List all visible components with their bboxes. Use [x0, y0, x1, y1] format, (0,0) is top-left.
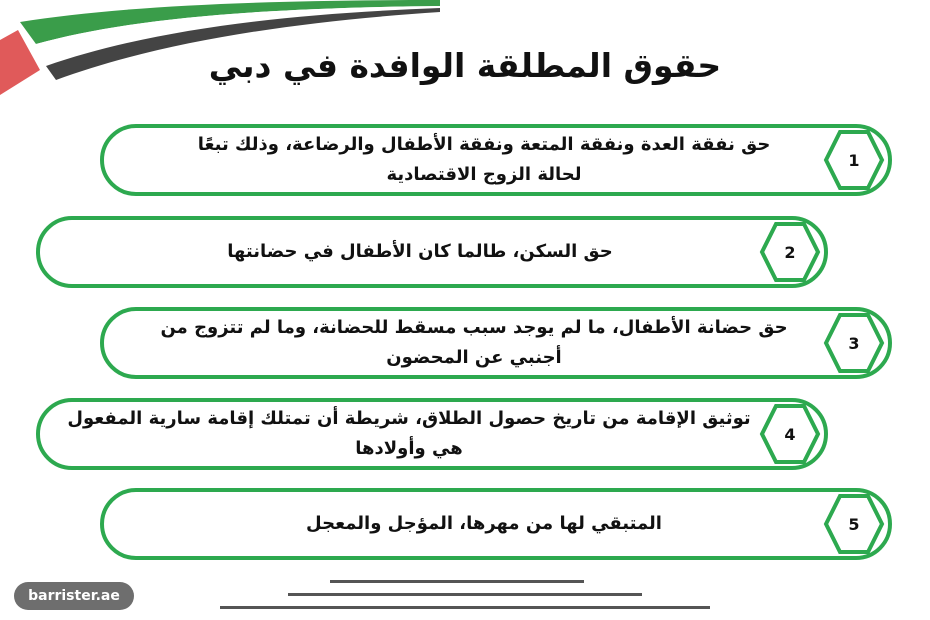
list-item — [100, 488, 892, 560]
list-item — [100, 124, 892, 196]
brand-badge[interactable]: barrister.ae — [14, 582, 134, 610]
item-number: 1 — [848, 150, 860, 170]
number-badge — [822, 492, 886, 556]
item-number: 2 — [784, 242, 796, 262]
item-number: 4 — [784, 424, 796, 444]
number-badge — [758, 220, 822, 284]
footer-divider — [288, 593, 642, 596]
item-text: المتبقي لها من مهرها، المؤجل والمعجل — [306, 513, 662, 534]
item-number: 3 — [848, 333, 860, 353]
footer-divider — [220, 606, 710, 609]
item-text: حق السكن، طالما كان الأطفال في حضانتها — [227, 241, 613, 262]
item-text: توثيق الإقامة من تاريخ حصول الطلاق، شريطة أن تمتلك إقامة سارية المفعول هي وأولادها — [67, 408, 751, 459]
number-badge — [822, 311, 886, 375]
footer-divider — [330, 580, 584, 583]
list-item — [36, 216, 828, 288]
list-item — [100, 307, 892, 379]
item-text: حق نفقة العدة ونفقة المتعة ونفقة الأطفال والرضاعة، وذلك تبعًا لحالة الزوج الاقتصادية — [197, 134, 771, 185]
page-title: حقوق المطلقة الوافدة في دبي — [208, 46, 722, 85]
list-item — [36, 398, 828, 470]
item-text: حق حضانة الأطفال، ما لم يوجد سبب مسقط للحضانة، وما لم تتزوج من أجنبي عن المحضون — [160, 317, 788, 368]
item-number: 5 — [848, 514, 860, 534]
number-badge — [822, 128, 886, 192]
number-badge — [758, 402, 822, 466]
